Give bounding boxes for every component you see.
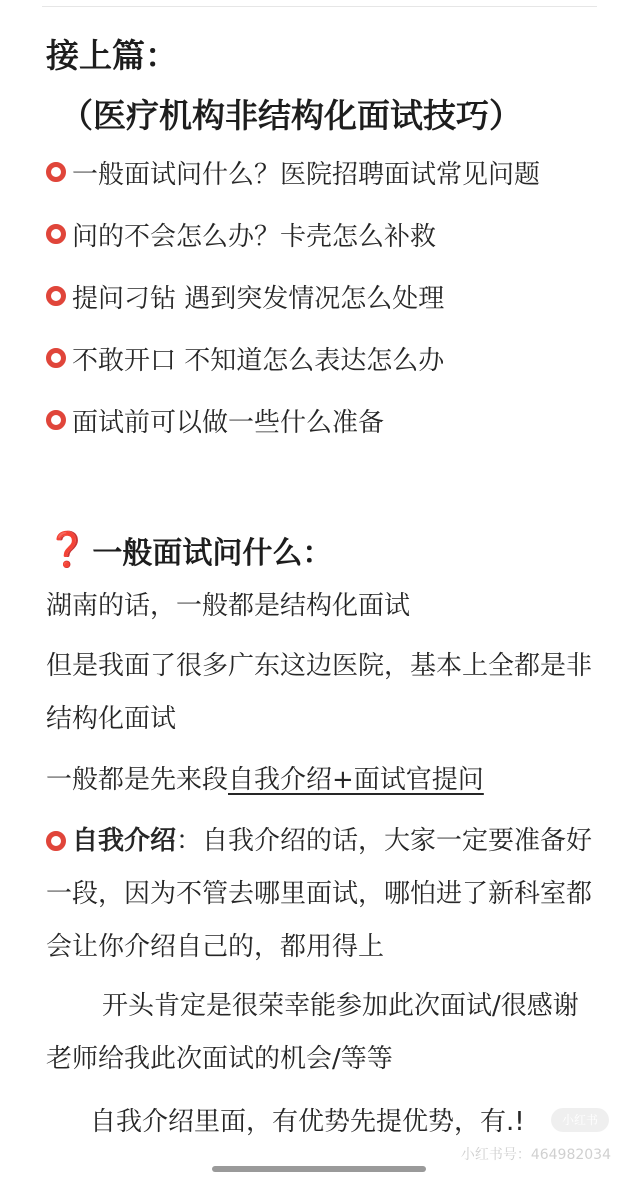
question-mark-icon: ❓	[46, 530, 89, 570]
outline-item-2	[46, 214, 436, 254]
outline-item-5	[46, 400, 384, 440]
page-title-line1: 接上篇：	[46, 36, 178, 75]
paragraph-guangdong: 但是我面了很多广东这边医院，基本上全都是非结构化面试	[46, 651, 593, 734]
outline-item-3	[46, 276, 444, 316]
advantage-text: 自我介绍里面，有优势先提优势，有.!	[90, 1107, 525, 1137]
hollow-red-circle-icon	[46, 286, 66, 306]
paragraph-opening	[46, 980, 593, 1086]
outline-item-label: 一般面试问什么？医院招聘面试常见问题	[72, 159, 541, 190]
home-indicator[interactable]	[212, 1166, 426, 1172]
page-title-line2: （医疗机构非结构化面试技巧）	[60, 96, 522, 135]
self-intro-text: ：自我介绍的话，大家一定要准备好一段，因为不管去哪里面试，哪怕进了新科室都会让你介绍自己的，都用得上	[46, 826, 593, 962]
outline-item-label: 不敢开口 不知道怎么表达怎么办	[72, 345, 445, 376]
opening-text: 开头肯定是很荣幸能参加此次面试/很感谢老师给我此次面试的机会/等等	[46, 991, 579, 1074]
hollow-red-circle-icon	[46, 224, 66, 244]
outline-item-label: 提问刁钻 遇到突发情况怎么处理	[72, 283, 445, 314]
paragraph-self-intro	[46, 815, 593, 974]
top-divider	[42, 6, 597, 7]
watermark-badge: 小红书	[551, 1108, 609, 1132]
format-highlight: 自我介绍+面试官提问	[228, 765, 484, 795]
format-prefix: 一般都是先来段	[46, 765, 229, 795]
outline-item-1	[46, 152, 540, 192]
section-title	[46, 528, 332, 572]
outline-item-4	[46, 338, 444, 378]
hollow-red-circle-icon	[46, 410, 66, 430]
hollow-red-circle-icon	[46, 831, 66, 851]
watermark-text: 小红书号：464982034	[460, 1147, 611, 1163]
paragraph-advantage	[46, 1096, 593, 1149]
hollow-red-circle-icon	[46, 162, 66, 182]
section-title-text: 一般面试问什么：	[92, 536, 333, 571]
paragraph-hunan: 湖南的话，一般都是结构化面试	[46, 591, 411, 621]
hollow-red-circle-icon	[46, 348, 66, 368]
outline-item-label: 问的不会怎么办？卡壳怎么补救	[72, 221, 437, 252]
paragraph-format	[46, 754, 593, 807]
self-intro-label: 自我介绍	[72, 826, 177, 856]
outline-item-label: 面试前可以做一些什么准备	[72, 407, 385, 438]
